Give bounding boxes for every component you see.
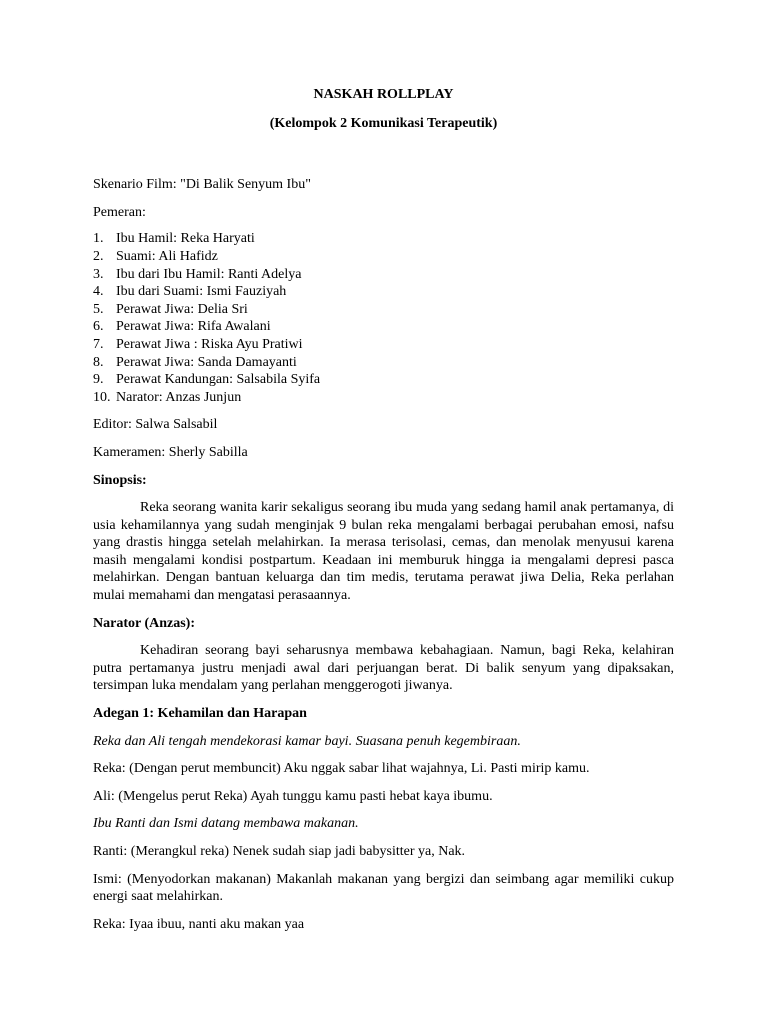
document-subtitle: (Kelompok 2 Komunikasi Terapeutik) xyxy=(269,115,498,131)
cast-text: Perawat Jiwa : Riska Ayu Pratiwi xyxy=(116,336,303,352)
document-page xyxy=(93,86,674,933)
dialogue-line: Reka: Iyaa ibuu, nanti aku makan yaa xyxy=(93,916,305,932)
cast-number: 2. xyxy=(93,248,104,264)
cast-heading: Pemeran: xyxy=(93,204,146,220)
cast-item xyxy=(93,371,674,389)
cast-number: 7. xyxy=(93,336,104,352)
cast-item xyxy=(93,336,674,354)
cast-text: Ibu dari Ibu Hamil: Ranti Adelya xyxy=(116,266,302,282)
cast-text: Suami: Ali Hafidz xyxy=(116,248,218,264)
cast-number: 8. xyxy=(93,354,104,370)
narrator-heading: Narator (Anzas): xyxy=(93,615,195,631)
cast-list xyxy=(93,230,674,406)
cast-number: 1. xyxy=(93,231,104,247)
cameraman-credit: Kameramen: Sherly Sabilla xyxy=(93,444,248,460)
cast-item xyxy=(93,301,674,319)
cast-text: Narator: Anzas Junjun xyxy=(116,389,242,405)
cast-text: Perawat Jiwa: Rifa Awalani xyxy=(116,319,271,335)
narrator-text: Kehadiran seorang bayi seharusnya membawa kebahagiaan. Namun, bagi Reka, kelahiran putra pertamanya justru menjadi awal dari perjuangan berat. Di balik senyum yang dipaksakan, tersimpan luka mendalam yang perlahan menggerogoti jiwanya. xyxy=(93,643,674,694)
cast-text: Ibu Hamil: Reka Haryati xyxy=(116,231,255,247)
cast-text: Ibu dari Suami: Ismi Fauziyah xyxy=(116,284,287,300)
cast-text: Perawat Jiwa: Delia Sri xyxy=(116,301,248,317)
cast-item xyxy=(93,389,674,407)
scene-heading: Adegan 1: Kehamilan dan Harapan xyxy=(93,706,307,722)
cast-number: 9. xyxy=(93,372,104,388)
cast-text: Perawat Kandungan: Salsabila Syifa xyxy=(116,372,321,388)
dialogue-line: Reka: (Dengan perut membuncit) Aku nggak sabar lihat wajahnya, Li. Pasti mirip kamu. xyxy=(93,761,590,777)
dialogue-line: Ranti: (Merangkul reka) Nenek sudah siap jadi babysitter ya, Nak. xyxy=(93,844,466,859)
cast-item xyxy=(93,283,674,301)
cast-item xyxy=(93,266,674,284)
cast-number: 6. xyxy=(93,319,104,335)
cast-item xyxy=(93,248,674,266)
cast-item xyxy=(93,318,674,336)
dialogue-line: Ali: (Mengelus perut Reka) Ayah tunggu kamu pasti hebat kaya ibumu. xyxy=(93,788,493,804)
dialogue-line: Ismi: (Menyodorkan makanan) Makanlah makanan yang bergizi dan seimbang agar memiliki cukup energi saat melahirkan. xyxy=(93,871,674,905)
synopsis-heading: Sinopsis: xyxy=(93,472,147,488)
cast-item xyxy=(93,230,674,248)
cast-number: 10. xyxy=(93,389,111,405)
editor-credit: Editor: Salwa Salsabil xyxy=(93,417,218,433)
document-title: NASKAH ROLLPLAY xyxy=(313,87,454,102)
cast-number: 3. xyxy=(93,266,104,282)
stage-direction: Ibu Ranti dan Ismi datang membawa makanan. xyxy=(93,816,359,832)
stage-direction: Reka dan Ali tengah mendekorasi kamar bayi. Suasana penuh kegembiraan. xyxy=(93,733,521,749)
synopsis-text: Reka seorang wanita karir sekaligus seorang ibu muda yang sedang hamil anak pertamanya, di usia kehamilannya yang sudah menginjak 9 bulan reka mengalami berbagai perubahan emosi, nafsu yang drastis hingga setelah melahirkan. Ia merasa terisolasi, cemas, dan menolak menyusui karena masih mengalami kondisi postpartum. Keadaan ini memburuk hingga ia mengalami depresi pasca melahirkan. Dengan bantuan keluarga dan tim medis, terutama perawat jiwa Delia, Reka perlahan mulai memahami dan mengatasi perasaannya. xyxy=(93,500,674,604)
scenario-title: Skenario Film: "Di Balik Senyum Ibu" xyxy=(93,177,311,193)
cast-text: Perawat Jiwa: Sanda Damayanti xyxy=(116,354,297,370)
cast-number: 5. xyxy=(93,301,104,317)
cast-item xyxy=(93,354,674,372)
cast-number: 4. xyxy=(93,284,104,300)
